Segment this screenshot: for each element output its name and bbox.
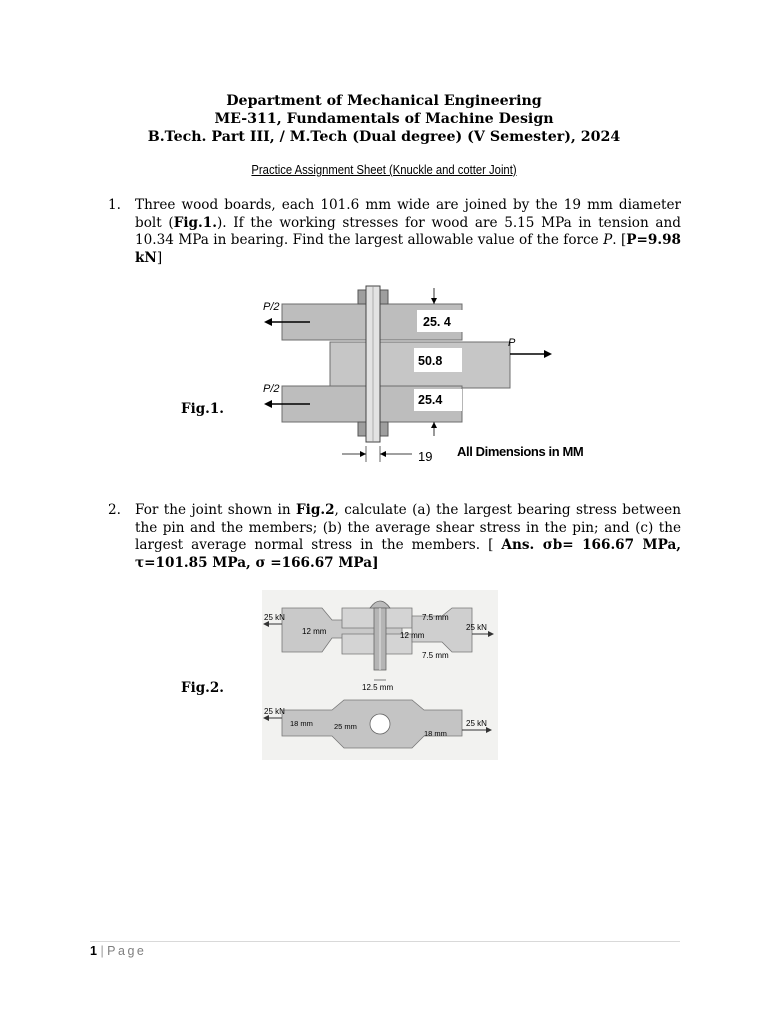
- dim-label-middle: 50.8: [418, 354, 443, 368]
- question-number: 2.: [108, 502, 121, 518]
- fig2-label: Fig.2.: [181, 680, 224, 696]
- footer-separator: |: [100, 944, 104, 958]
- fig2-dim-75-top: 7.5 mm: [422, 613, 449, 622]
- load-label-right: P: [508, 337, 516, 349]
- fig2-dim-75-bottom: 7.5 mm: [422, 651, 449, 660]
- fig2-load-left-bottom: 25 kN: [264, 707, 285, 716]
- fig2-dim-18-left: 18 mm: [290, 719, 313, 728]
- question-number: 1.: [108, 197, 121, 213]
- sheet-subtitle: Practice Assignment Sheet (Knuckle and cotter Joint): [251, 163, 517, 177]
- fig2-load-right-bottom: 25 kN: [466, 719, 487, 728]
- page-number: 1: [90, 944, 97, 958]
- fig2-pin-joint-diagram: [262, 590, 498, 760]
- fig2-dim-18-right: 18 mm: [424, 729, 447, 738]
- fig2-dim-25: 25 mm: [334, 722, 357, 731]
- question-text: For the joint shown in Fig.2, calculate (a) the largest bearing stress between the pin and the members; (b) the average shear stress in the pin; and (c) the largest average normal stress in the members. [ Ans. σb= 166.67 MPa, τ=101.85 MPa, σ =166.67 MPa]: [135, 502, 681, 571]
- page-footer: [90, 944, 146, 958]
- fig2-dim-12-left: 12 mm: [302, 627, 327, 636]
- dim-label-bolt: 19: [418, 449, 433, 464]
- program-title: B.Tech. Part III, / M.Tech (Dual degree) (V Semester), 2024: [147, 129, 621, 145]
- page-word: Page: [107, 944, 147, 958]
- dim-label-top: 25. 4: [423, 315, 451, 329]
- department-title: Department of Mechanical Engineering: [226, 93, 542, 109]
- dimensions-note: All Dimensions in MM: [457, 444, 584, 459]
- fig1-label: Fig.1.: [181, 401, 224, 417]
- footer-divider: [90, 941, 680, 942]
- question-2: [108, 502, 681, 572]
- fig2-load-right-top: 25 kN: [466, 623, 487, 632]
- fig1-bolt-joint-diagram: [262, 282, 622, 472]
- question-1: [108, 197, 681, 267]
- load-label-top: P/2: [263, 301, 280, 313]
- question-text: Three wood boards, each 101.6 mm wide are joined by the 19 mm diameter bolt (Fig.1.). If the working stresses for wood are 5.15 MPa in tension and 10.34 MPa in bearing. Find the largest allowable value of the force P. [P=9.98 kN]: [135, 197, 681, 266]
- course-title: ME-311, Fundamentals of Machine Design: [214, 111, 554, 127]
- fig2-dim-12-5: 12.5 mm: [362, 683, 394, 692]
- document-header: [0, 92, 768, 146]
- dim-label-bottom: 25.4: [418, 393, 443, 407]
- fig2-dim-12-right: 12 mm: [400, 631, 425, 640]
- fig2-load-left-top: 25 kN: [264, 613, 285, 622]
- load-label-bottom: P/2: [263, 383, 280, 395]
